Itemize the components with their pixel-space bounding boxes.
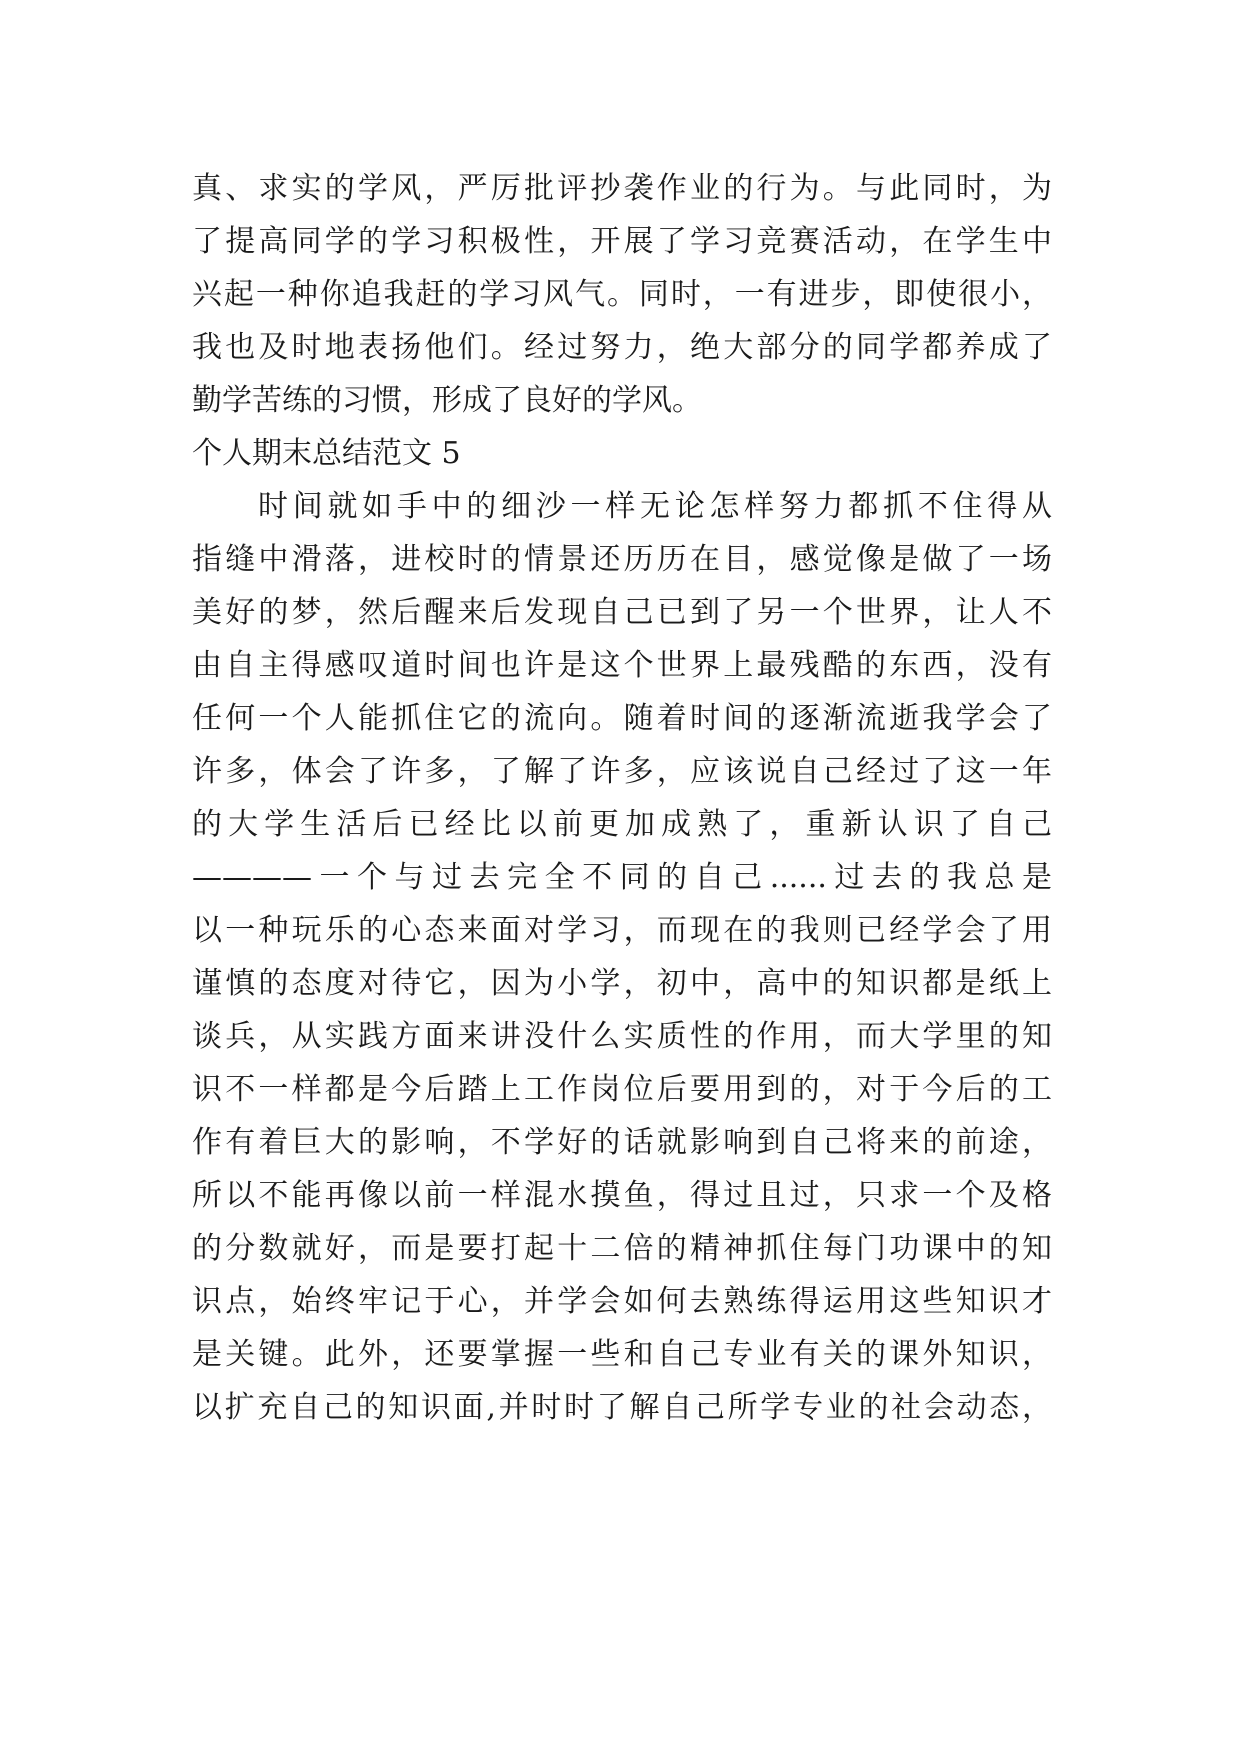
paragraph-line: 的分数就好，而是要打起十二倍的精神抓住每门功课中的知: [192, 1231, 1052, 1266]
paragraph-line: 是关键。此外，还要掌握一些和自己专业有关的课外知识，: [192, 1337, 1052, 1372]
paragraph-line: 以扩充自己的知识面,并时时了解自己所学专业的社会动态，: [192, 1390, 1052, 1425]
paragraph-line: 以一种玩乐的心态来面对学习，而现在的我则已经学会了用: [192, 913, 1052, 948]
paragraph-line: 时间就如手中的细沙一样无论怎样努力都抓不住得从: [258, 489, 1052, 524]
paragraph-line: 谨慎的态度对待它，因为小学，初中，高中的知识都是纸上: [192, 966, 1052, 1001]
paragraph-line: 任何一个人能抓住它的流向。随着时间的逐渐流逝我学会了: [192, 701, 1052, 736]
paragraph-line: 了提高同学的学习积极性，开展了学习竞赛活动，在学生中: [192, 224, 1052, 259]
paragraph-line: 所以不能再像以前一样混水摸鱼，得过且过，只求一个及格: [192, 1178, 1052, 1213]
paragraph-line: 美好的梦，然后醒来后发现自己已到了另一个世界，让人不: [192, 595, 1052, 630]
paragraph-2: [192, 480, 1052, 1434]
section-heading: 个人期末总结范文 5: [192, 436, 461, 471]
paragraph-line: 指缝中滑落，进校时的情景还历历在目，感觉像是做了一场: [192, 542, 1052, 577]
paragraph-line: ————一个与过去完全不同的自己......过去的我总是: [192, 860, 1052, 895]
paragraph-line: 勤学苦练的习惯，形成了良好的学风。: [192, 383, 702, 418]
paragraph-line: 真、求实的学风，严厉批评抄袭作业的行为。与此同时，为: [192, 171, 1052, 206]
paragraph-line: 许多，体会了许多，了解了许多，应该说自己经过了这一年: [192, 754, 1052, 789]
paragraph-line: 谈兵，从实践方面来讲没什么实质性的作用，而大学里的知: [192, 1019, 1052, 1054]
paragraph-line: 识不一样都是今后踏上工作岗位后要用到的，对于今后的工: [192, 1072, 1052, 1107]
paragraph-line: 的大学生活后已经比以前更加成熟了，重新认识了自己: [192, 807, 1052, 842]
paragraph-line: 我也及时地表扬他们。经过努力，绝大部分的同学都养成了: [192, 330, 1052, 365]
paragraph-line: 由自主得感叹道时间也许是这个世界上最残酷的东西，没有: [192, 648, 1052, 683]
paragraph-line: 兴起一种你追我赶的学习风气。同时，一有进步，即使很小，: [192, 277, 1052, 312]
paragraph-1: [192, 162, 1052, 427]
paragraph-line: 作有着巨大的影响，不学好的话就影响到自己将来的前途，: [192, 1125, 1052, 1160]
document-body: [192, 162, 1052, 1434]
paragraph-line: 识点，始终牢记于心，并学会如何去熟练得运用这些知识才: [192, 1284, 1052, 1319]
